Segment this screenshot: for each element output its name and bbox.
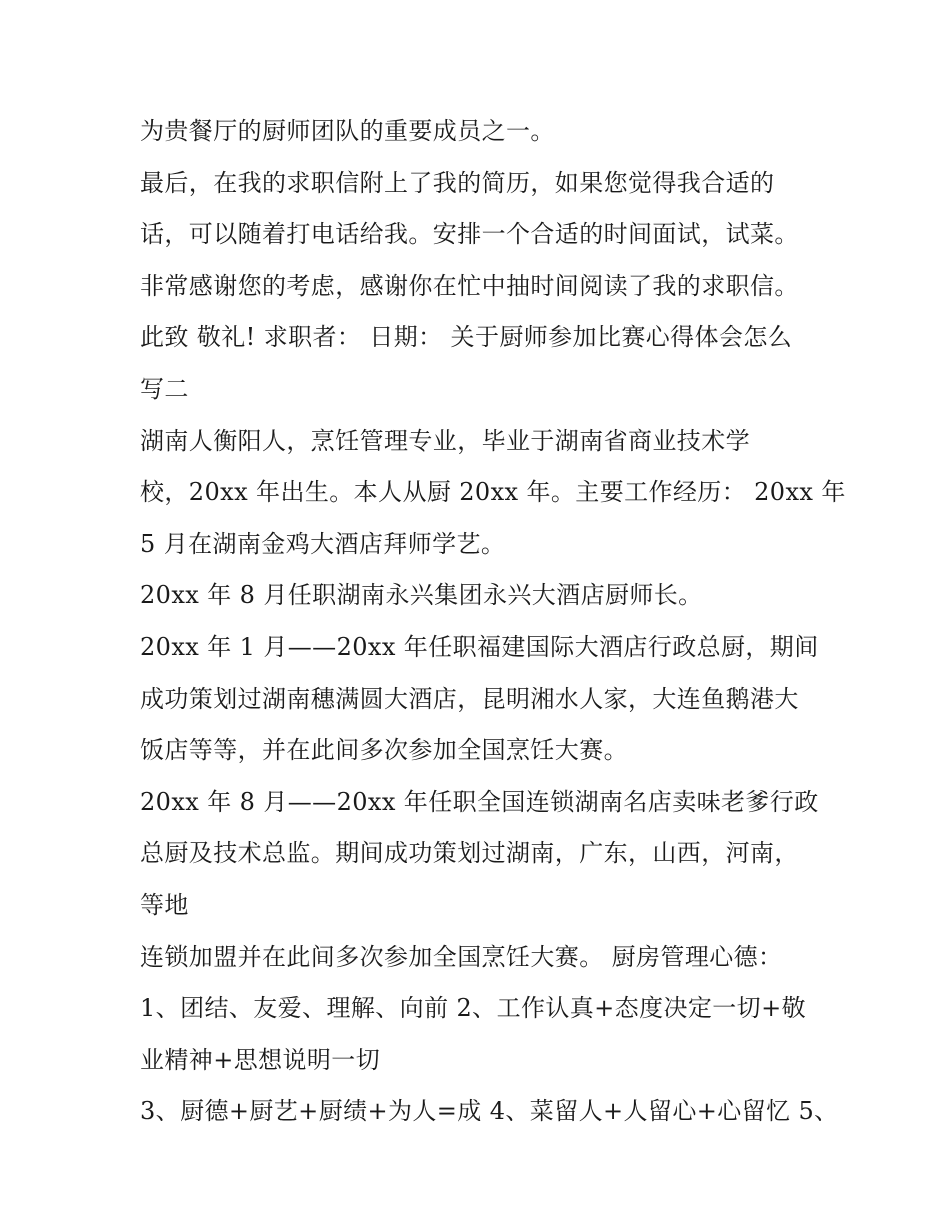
text-line: 写二 bbox=[140, 374, 189, 403]
text-line: 非常感谢您的考虑，感谢你在忙中抽时间阅读了我的求职信。 bbox=[140, 271, 799, 300]
text-line: 3、厨德+厨艺+厨绩+为人=成 4、菜留人+人留心+心留忆 5、 bbox=[140, 1097, 839, 1126]
text-line: 连锁加盟并在此间多次参加全国烹饪大赛。 厨房管理心德： bbox=[140, 942, 783, 971]
text-line: 5 月在湖南金鸡大酒店拜师学艺。 bbox=[140, 529, 506, 558]
document-body bbox=[140, 106, 846, 1138]
text-line: 成功策划过湖南穗满圆大酒店，昆明湘水人家，大连鱼鹅港大 bbox=[140, 684, 799, 713]
text-line: 最后，在我的求职信附上了我的简历，如果您觉得我合适的 bbox=[140, 168, 775, 197]
text-line: 湖南人衡阳人，烹饪管理专业，毕业于湖南省商业技术学 bbox=[140, 426, 750, 455]
text-line: 话，可以随着打电话给我。安排一个合适的时间面试，试菜。 bbox=[140, 220, 799, 249]
text-line: 等地 bbox=[140, 890, 189, 919]
text-line: 业精神+思想说明一切 bbox=[140, 1045, 381, 1074]
text-line: 20xx 年 8 月——20xx 年任职全国连锁湖南名店卖味老爹行政 bbox=[140, 787, 819, 816]
text-line: 1、团结、友爱、理解、向前 2、工作认真+态度决定一切+敬 bbox=[140, 994, 806, 1023]
text-line: 20xx 年 8 月任职湖南永兴集团永兴大酒店厨师长。 bbox=[140, 581, 703, 610]
text-line: 校，20xx 年出生。本人从厨 20xx 年。主要工作经历： 20xx 年 bbox=[140, 478, 846, 507]
text-line: 20xx 年 1 月——20xx 年任职福建国际大酒店行政总厨，期间 bbox=[140, 632, 819, 661]
text-line: 为贵餐厅的厨师团队的重要成员之一。 bbox=[140, 117, 555, 145]
text-line: 饭店等等，并在此间多次参加全国烹饪大赛。 bbox=[140, 736, 628, 765]
text-line: 总厨及技术总监。期间成功策划过湖南，广东，山西，河南， bbox=[140, 839, 799, 868]
text-line: 此致 敬礼! 求职者： 日期： 关于厨师参加比赛心得体会怎么 bbox=[140, 323, 793, 352]
